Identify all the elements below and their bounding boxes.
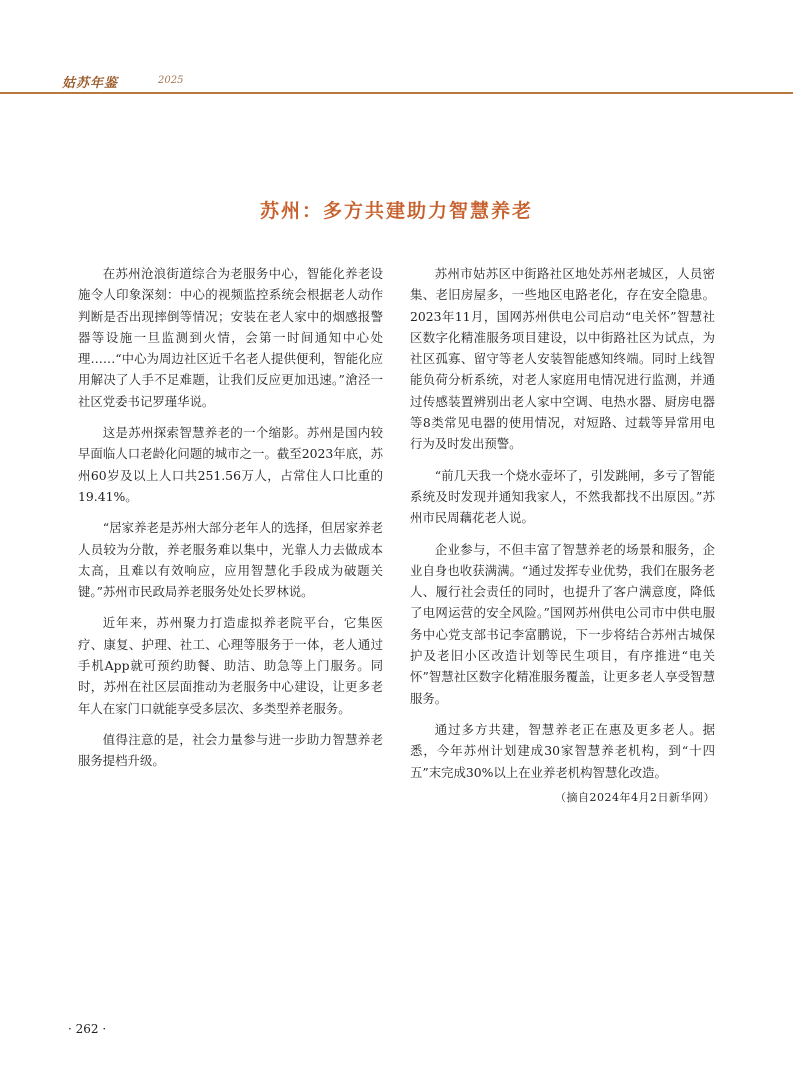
paragraph: “前几天我一个烧水壶坏了，引发跳闸，多亏了智能系统及时发现并通知我家人，不然我都找不出原因。”苏州市民周藕花老人说。 [410,467,715,526]
running-header [0,0,793,103]
left-column [78,263,383,782]
paragraph: 苏州市姑苏区中街路社区地处苏州老城区，人员密集、老旧房屋多，一些地区电路老化，存在安全隐患。2023年11月，国网苏州供电公司启动“电关怀”智慧社区数字化精准服务项目建设，以中街路社区为试点，为社区孤寡、留守等老人安装智能感知终端。同时上线智能负荷分析系统，对老人家庭用电情况进行监测，并通过传感装置辨别出老人家中空调、电热水器、厨房电器等8类常见电器的使用情况，对短路、过载等异常用电行为及时发出预警。 [410,266,715,452]
paragraph: 这是苏州探索智慧养老的一个缩影。苏州是国内较早面临人口老龄化问题的城市之一。截至2023年底，苏州60岁及以上人口共251.56万人，占常住人口比重的19.41%。 [78,425,383,504]
paragraph: “居家养老是苏州大部分老年人的选择，但居家养老人员较为分散，养老服务难以集中，光靠人力去做成本太高，且难以有效响应，应用智慧化手段成为破题关键。”苏州市民政局养老服务处处长罗林说。 [78,520,383,600]
publication-name: 姑苏年鉴 [62,76,119,91]
paragraph: 近年来，苏州聚力打造虚拟养老院平台，它集医疗、康复、护理、社工、心理等服务于一体，老人通过手机App就可预约助餐、助洁、助急等上门服务。同时，苏州在社区层面推动为老服务中心建设，让更多老年人在家门口就能享受多层次、多类型养老服务。 [78,615,383,716]
right-column [410,263,715,808]
article-source: （摘自2024年4月2日新华网） [555,790,715,804]
header-divider [0,92,793,94]
paragraph: 通过多方共建，智慧养老正在惠及更多老人。据悉，今年苏州计划建成30家智慧养老机构，到“十四五”末完成30%以上在业养老机构智慧化改造。 [410,721,715,780]
publication-year: 2025 [158,75,184,86]
paragraph: 在苏州沧浪街道综合为老服务中心，智能化养老设施令人印象深刻：中心的视频监控系统会根据老人动作判断是否出现摔倒等情况；安装在老人家中的烟感报警器等设施一旦监测到火情，会第一时间通知中心处理……“中心为周边社区近千名老人提供便利，智能化应用解决了人手不足难题，让我们反应更加迅速。”滄泾一社区党委书记罗瑾华说。 [78,266,383,409]
page-number: · 262 · [68,1022,107,1036]
article-title: 苏州：多方共建助力智慧养老 [259,200,533,222]
paragraph: 企业参与，不但丰富了智慧养老的场景和服务，企业自身也收获满满。“通过发挥专业优势，我们在服务老人、履行社会责任的同时，也提升了客户满意度，降低了电网运营的安全风险。”国网苏州供电公司市中供电服务中心党支部书记李富鹏说，下一步将结合苏州古城保护及老旧小区改造计划等民生项目，有序推进“电关怀”智慧社区数字化精准服务覆盖，让更多老人享受智慧服务。 [410,541,715,706]
paragraph: 值得注意的是，社会力量参与进一步助力智慧养老服务提档升级。 [78,731,383,769]
